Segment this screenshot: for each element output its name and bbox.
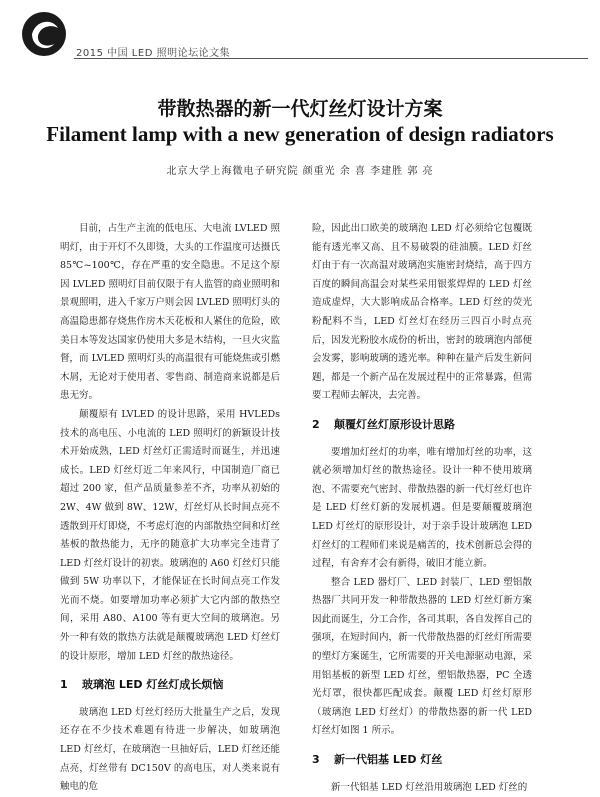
section-title: 玻璃泡 LED 灯丝灯成长烦恼 [82,678,224,692]
header-divider [74,58,588,59]
paper-title-english: Filament lamp with a new generation of design radiators [46,122,554,146]
paragraph: 目前，占生产主流的低电压、大电流 LVLED 照明灯，由于开灯不久即烫，大头的工作温度可达摄氏 85℃~100℃，存在严重的安全隐患。不足这个原因 LVLED 照明灯目前仅限于有人监管的商业照明和景观照明，进入千家万户则会因 LVLED 照明灯头的高温隐患都存烧焦作房木天花板和人紧住的危险，欧美日本等发达国家仍使用大多是木结构，一旦火灾监督，而 LVLED 照明灯头的高温很有可能烧焦或引燃木屑，无论对于使用者、零售商、制造商来说都是后患无穷。 [60,223,280,402]
paragraph: 新一代铝基 LED 灯丝沿用玻璃泡 LED 灯丝的 [331,781,528,793]
paragraph: 险，因此出口欧美的玻璃泡 LED 灯必须给它包覆既能有透光率又高、且不易破裂的硅油膜。LED 灯丝灯由于有一次高温对玻璃泡实施密封烧结，高于四方百度的瞬间高温会对某些采用银浆焊焊的 LED 灯丝造成虚焊，大大影响成品合格率。LED 灯丝的荧光粉配料不当，LED 灯丝灯在经历三四百小时点亮后，因发光粉胶水成份的析出，密封的玻璃泡内部便会发雾，影响玻璃的透光率。种种在量产后发生新问题，都是一个新产品在发展过程中的正常暴露，但需要工程师去解决，去完善。 [312,223,532,402]
paper-title-chinese: 带散热器的新一代灯丝灯设计方案 [157,98,443,120]
left-column [60,220,280,797]
paragraph: 整合 LED 器灯厂、LED 封装厂、LED 塑铝散热器厂共同开发一种带散热器的 LED 灯丝灯新方案因此而诞生，分工合作，各司其职，各自发挥自己的强项，在短时间内，新一代带散热器的灯丝灯所需要的塑灯方案诞生，它所需要的开关电源驱动电源，采用铝基板的新型 LED 灯丝，塑铝散热器，PC 全透光灯罩，很快都匹配成套。颠覆 LED 灯丝灯原形（玻璃泡 LED 灯丝灯）的带散热器的新一代 LED 灯丝灯如图 1 所示。 [312,576,532,737]
section-heading-1 [60,676,280,695]
section-heading-3 [312,751,532,770]
journal-logo-icon [18,8,74,60]
paragraph: 要增加灯丝灯的功率，唯有增加灯丝的功率，这就必须增加灯丝的散热途径。设计一种不使用玻璃泡、不需要充气密封、带散热器的新一代灯丝灯也许是 LED 灯丝灯新的发展机遇。但是要颠覆玻璃泡 LED 灯丝灯的原形设计，对于亲手设计玻璃泡 LED 灯丝灯的工程师们来说是痛苦的，技术创新总会得的过程，有舍弃才会有新得，破旧才能立新。 [312,446,532,570]
section-title: 颠覆灯丝灯原形设计思路 [334,417,455,431]
section-number: 2 [312,417,320,431]
running-title: 2015 中国 LED 照明论坛论文集 [76,48,231,59]
paragraph: 颠覆原有 LVLED 的设计思路，采用 HVLEDs 技术的高电压、小电流的 LED 照明灯的新颖设计技术开始成熟，LED 灯丝灯正需适时而诞生，并迅速成长。LED 灯丝灯近二年来风行，中国制造厂商已超过 200 家，但产品质量参差不齐，功率从初始的 2W、4W 做到 8W、12W，灯丝灯从长时间点亮不透散到开灯即烧，不考虑灯泡的内部散热空间和灯丝基板的散热能力，无序的随意扩大功率完全违背了 LED 灯丝灯设计的初衷。玻璃泡的 A60 灯丝灯只能做到 5W 功率以下，才能保证在长时间点亮工作发光而不烧。如要增加功率必须扩大它内部的散热空间，采用 A80、A100 等有更大空间的玻璃泡。另外一种有效的散热方法就是颠覆玻璃泡 LED 灯丝灯的设计原形，增加 LED 灯丝的散热途径。 [60,408,280,662]
section-number: 3 [312,753,320,767]
right-column [312,220,532,797]
paragraph: 玻璃泡 LED 灯丝灯经历大批量生产之后，发现还存在不少技术难题有待进一步解决，如玻璃泡 LED 灯丝灯，在玻璃泡一旦抽好后，LED 灯丝还能点亮，灯丝带有 DC150V 的高电压，对人类来说有触电的危 [60,706,280,793]
author-line: 北京大学上海微电子研究院 颜重光 余 喜 李建胜 郭 亮 [166,166,434,177]
section-heading-2 [312,416,532,435]
section-title: 新一代铝基 LED 灯丝 [334,753,443,767]
running-header [18,8,588,60]
section-number: 1 [60,678,68,692]
